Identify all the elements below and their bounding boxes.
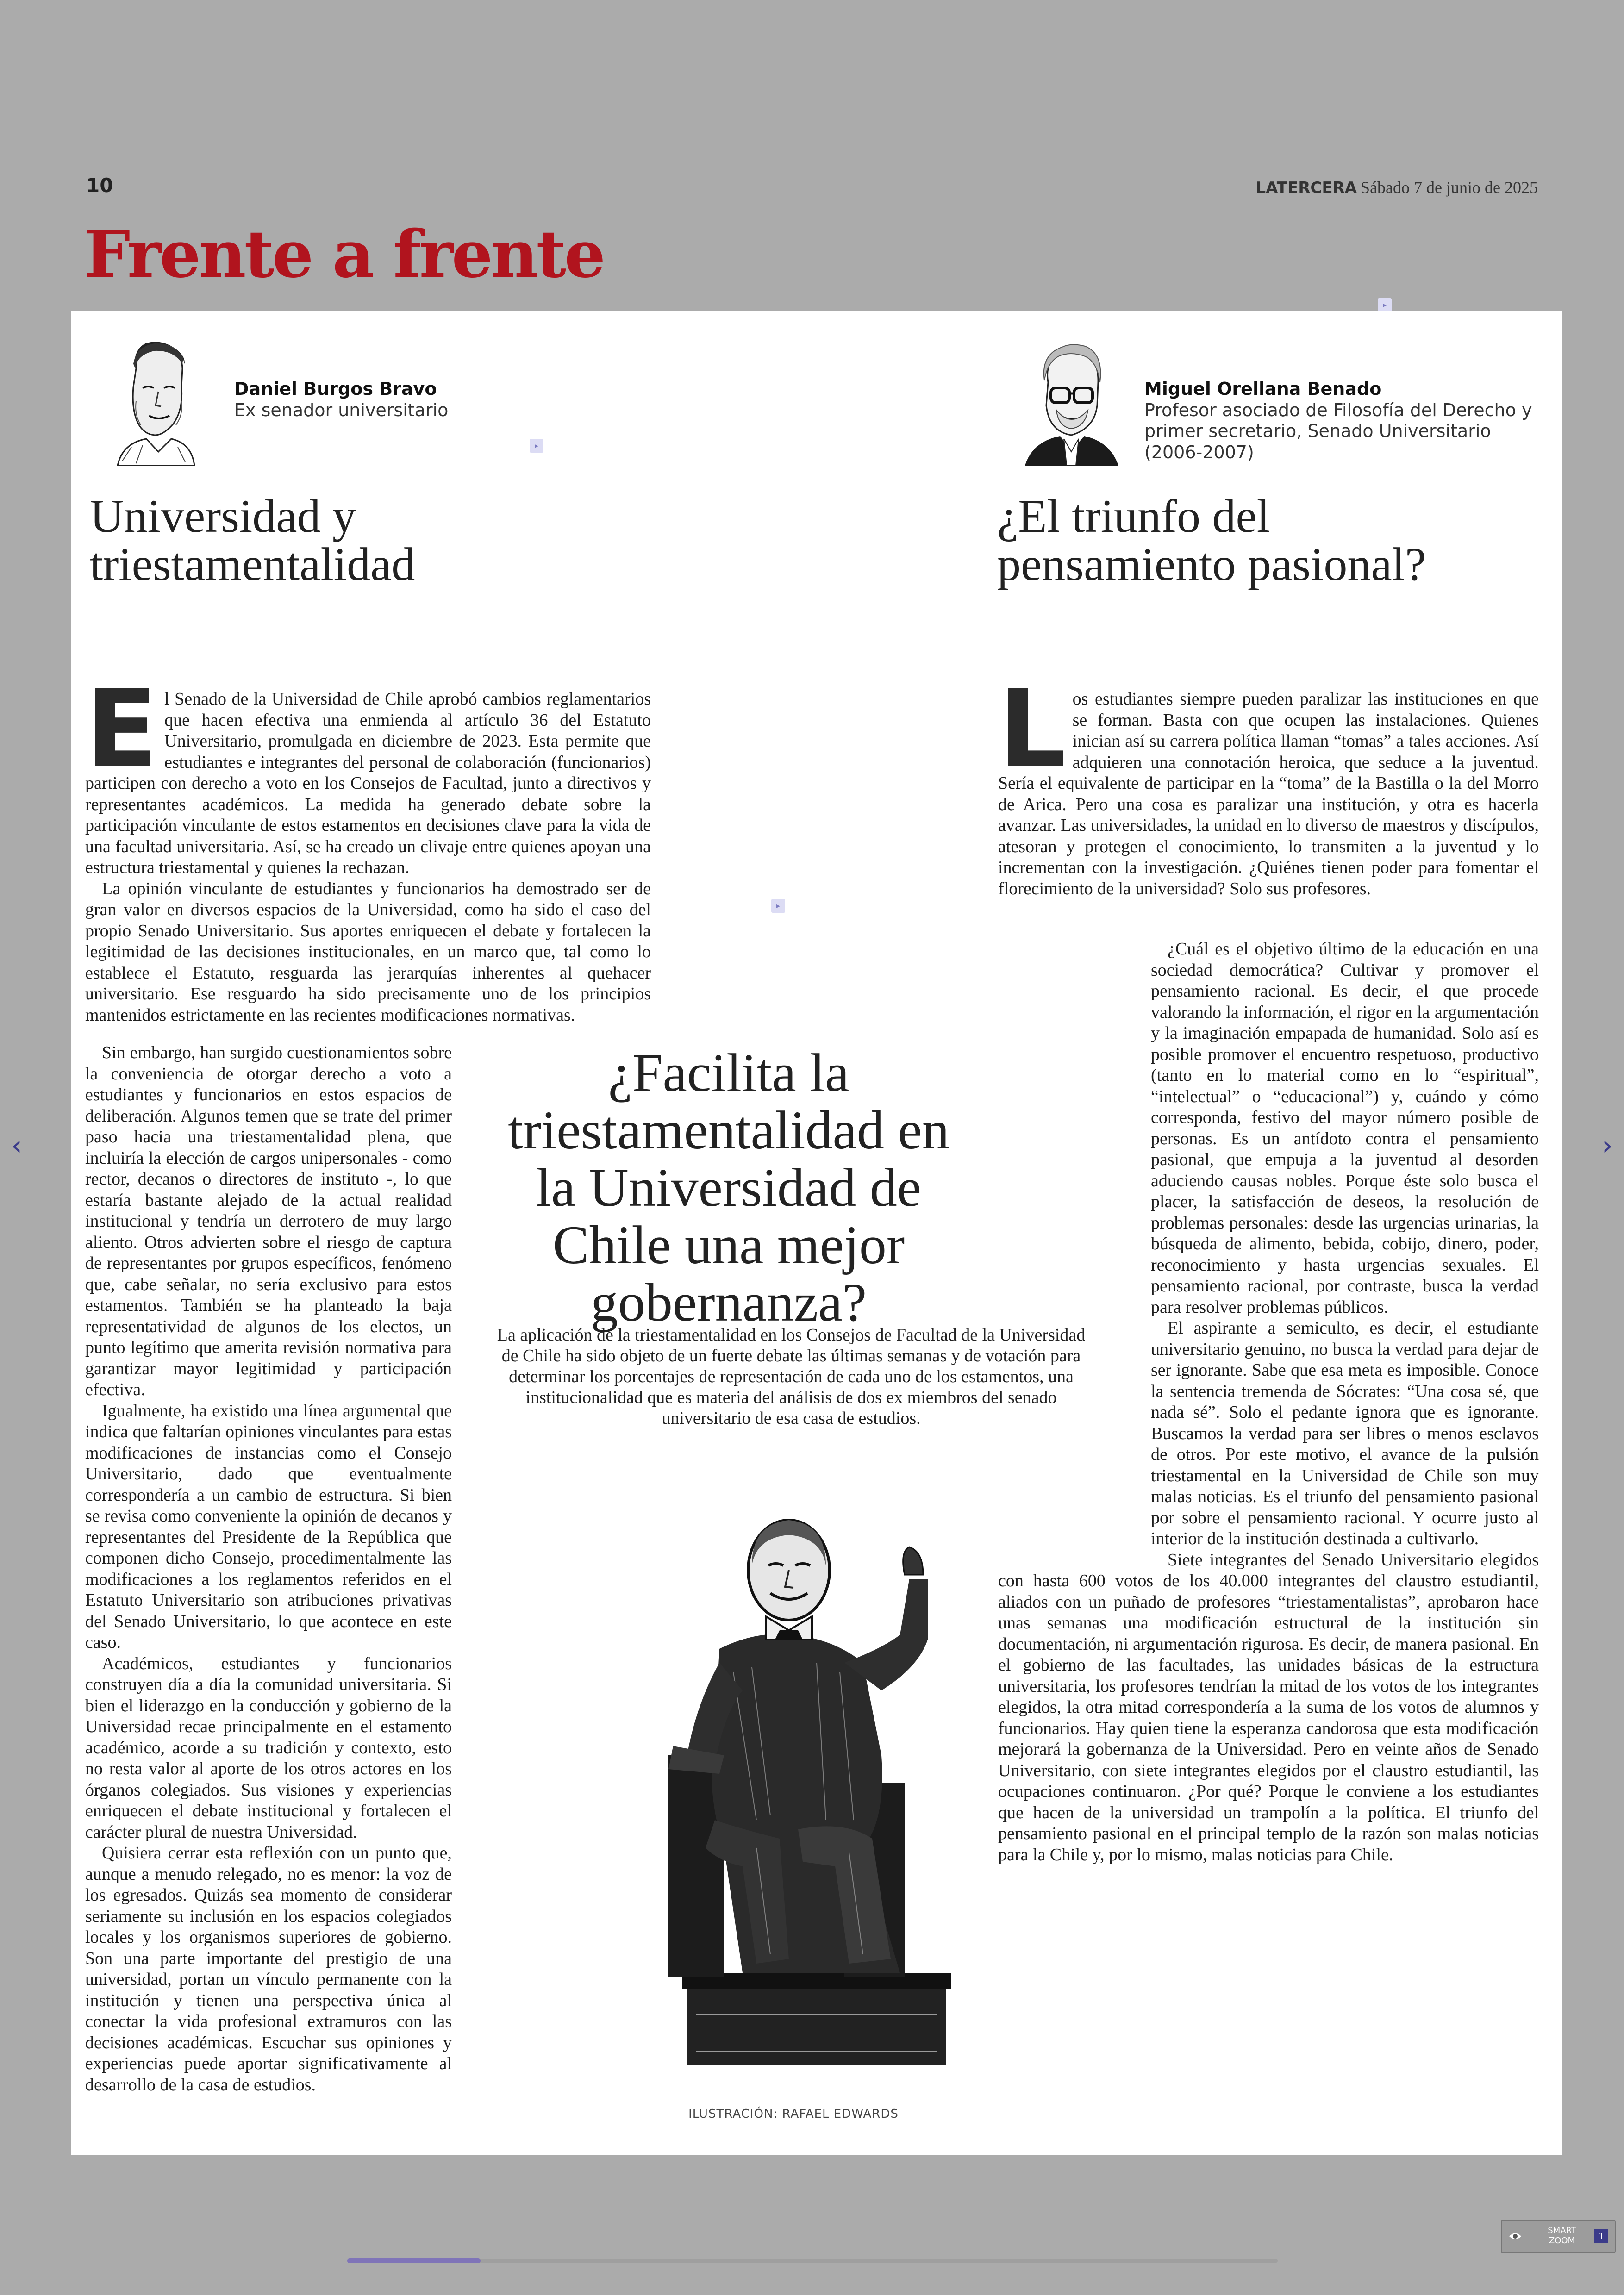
portrait-illustration-right (1016, 336, 1127, 466)
center-lead-text: La aplicación de la triestamentalidad en los Consejos de Facultad de la Universidad de Chile ha sido objeto de un fuerte debate las últimas semanas y de votación para determinar los porcentajes de representación de cada uno de los estamentos, una institucionalidad que es materia del análisis de dos ex miembros del senado universitario de esa casa de estudios. (497, 1325, 1086, 1428)
right-article-title: ¿El triunfo del pensamiento pasional? (997, 490, 1426, 591)
statue-illustration (604, 1496, 983, 2070)
author-name-left: Daniel Burgos Bravo (234, 379, 437, 399)
masthead-brand: LATERCERA (1255, 179, 1357, 197)
author-role-left: Ex senador universitario (234, 399, 449, 420)
page-scrollbar-thumb[interactable] (347, 2258, 481, 2263)
page-marker-icon[interactable]: ▸ (1378, 298, 1392, 312)
dropcap-right: L (998, 667, 1066, 791)
dropcap-left: E (85, 667, 158, 791)
left-article-title: Universidad y triestamentalidad (90, 490, 415, 591)
left-paragraph-6: Quisiera cerrar esta reflexión con un punto que, aunque a menudo relegado, no es menor: la voz de los egresados. Quizás sea momento de considerar seriamente su inclusión en los espacios colegiados locales y los organismos superiores de gobierno. Son una parte importante del prestigio de una universidad, portan un vínculo permanente con la institución y tienen una perspectiva única al conectar la vida profesional extramuros con las decisiones académicas. Escuchar sus opiniones y experiencias puede aportar significativamente al desarrollo de la casa de estudios. (85, 1843, 452, 2095)
illustration-credit: ILUSTRACIÓN: RAFAEL EDWARDS (688, 2107, 899, 2121)
masthead-date: Sábado 7 de junio de 2025 (1361, 178, 1538, 197)
page-marker-icon[interactable]: ▸ (771, 899, 785, 913)
author-name-right: Miguel Orellana Benado (1144, 379, 1382, 399)
smart-zoom-label: SMART (1548, 2226, 1576, 2235)
right-paragraph-2: ¿Cuál es el objetivo último de la educación en una sociedad democrática? Cultivar y promover el pensamiento racional. Es decir, el que procede valorando la información, el rigor en la argumentación y la imaginación empapada de humanidad. Solo así es posible promover el encuentro respetuoso, productivo (tanto en lo material como en lo “espiritual”, “intelectual” o “educacional”) y, cuándo y cómo corresponda, festivo del mayor número posible de personas. Es un antídoto contra el pensamiento pasional, que empuja a la juventud al desorden aduciendo causas nobles. Porque éste solo busca el placer, la satisfacción de deseos, la resolución de problemas personales: desde las urgencias urinarias, la búsqueda de alimento, bebida, cobijo, dinero, poder, reconocimiento y hasta urgencias sexuales. El pensamiento racional, por contraste, busca la verdad para resolver problemas públicos. (998, 939, 1539, 1318)
author-role-right: Profesor asociado de Filosofía del Derecho y primer secretario, Senado Universitario (2006-2007) (1144, 399, 1532, 462)
left-paragraph-3: Sin embargo, han surgido cuestionamientos sobre la conveniencia de otorgar derecho a voto a estudiantes y funcionarios en estos espacios de deliberación. Algunos temen que se trate del primer paso hacia una triestamentalidad plena, que incluiría la elección de cargos unipersonales - como rector, decanos o directores de instituto -, lo que estaría bastante alejado de la actual realidad institucional y tendría un derrotero de muy largo aliento. Otros advierten sobre el riesgo de captura de representantes por grupos específicos, fenómeno que, cabe señalar, no sería exclusivo para estos estamentos. También se ha planteado la baja representatividad de algunos de los electos, un punto legítimo que amerita revisión normativa para garantizar mayor legitimidad y participación efectiva. (85, 1043, 452, 1399)
left-paragraph-5: Académicos, estudiantes y funcionarios construyen día a día la comunidad universitaria. Si bien el liderazgo en la conducción y gobierno de la Universidad recae principalmente en el estamento académico, acorde a su tradición y contexto, esto no resta valor al aporte de los otros actores en los órganos colegiados. Sus visiones y experiencias enriquecen el debate institucional y fortalecen el carácter plural de nuestra Universidad. (85, 1653, 452, 1842)
statue-illustration-art (604, 1496, 983, 2070)
left-article-body-wide (85, 667, 651, 1026)
author-photo-left (104, 336, 196, 466)
page-marker-icon[interactable]: ▸ (530, 439, 543, 453)
right-paragraph-4: Siete integrantes del Senado Universitario elegidos con hasta 600 votos de los 40.000 integrantes del claustro estudiantil, aliados con un puñado de profesores “triestamentalistas”, aprobaron hace unas semanas una modificación estructural de la institución sin documentación, ni argumentación rigurosa. Es decir, de manera pasional. En el gobierno de las facultades, las unidades básicas de la estructura universitaria, los profesores tendrían la mitad de los votos de los integrantes elegidos, la otra mitad correspondería a la suma de los votos de alumnos y funcionarios. Hay quien tiene la esperanza candorosa que esta modificación mejorará la gobernanza de la Universidad. Pero en veinte años de Senado Universitario, con siete integrantes elegidos por el claustro estudiantil, las ocupaciones continuaron. ¿Por qué? Porque le conviene a los estudiantes que hacen de la universidad un trampolín a la política. El triunfo del pensamiento pasional en el principal templo de la razón son malas noticias para la Chile y, por lo mismo, malas noticias para Chile. (998, 1550, 1539, 1865)
left-article-body-narrow (85, 1042, 452, 2095)
right-paragraph-1: Los estudiantes siempre pueden paralizar las instituciones en que se forman. Basta con que ocupen las instalaciones. Quienes inician así su carrera política llaman “tomas” a tales acciones. Así adquieren una connotación heroica, que seduce a la juventud. Sería el equivalente de participar en la “toma” de la Bastilla o la del Morro de Arica. Pero una cosa es paralizar una institución, y otra es hacerla avanzar. Las universidades, la unidad en lo diverso de maestros y discípulos, atesoran y protegen el conocimiento, lo transmiten a la juventud y lo incrementan con la investigación. ¿Quiénes tienen poder para fomentar el florecimiento de la universidad? Solo sus profesores. (998, 667, 1539, 898)
author-photo-right (1016, 336, 1127, 466)
section-title: Frente a frente (84, 217, 604, 293)
text-wrap-spacer (998, 939, 1151, 1568)
portrait-illustration-left (104, 336, 196, 466)
left-paragraph-4: Igualmente, ha existido una línea argumental que indica que faltarían opiniones vinculantes para estas modificaciones de instancias como el Consejo Universitario, dado que eventualmente correspondería a un cambio de estructura. Si bien se revisa como conveniente la opinión de decanos y representantes del Presidente de la República que componen dicho Consejo, procedimentalmente las modificaciones a los reglamentos referidos en el Estatuto Universitario son atribuciones privativas del Senado Universitario, lo que acontece en este caso. (85, 1401, 452, 1652)
left-paragraph-2: La opinión vinculante de estudiantes y funcionarios ha demostrado ser de gran valor en diversos espacios de la Universidad, como ha sido el caso del propio Senado Universitario. Sus aportes enriquecen el debate y fortalecen la legitimidad de las decisiones institucionales, en un marco que, tal como lo establece el Estatuto, resguarda las jerarquías inherentes al quehacer universitario. Ese resguardo ha sido precisamente uno de los principios mantenidos estrictamente en las recientes modificaciones normativas. (85, 879, 651, 1025)
smart-zoom-label: ZOOM (1549, 2236, 1575, 2245)
right-paragraph-3: El aspirante a semiculto, es decir, el estudiante universitario genuino, no busca la verdad para dejar de ser ignorante. Sabe que esa meta es imposible. Conoce la sentencia tremenda de Sócrates: “Una cosa sé, que nada sé”. Solo el pedante ignora que es ignorante. Buscamos la verdad para ser libres o menos esclavos de otros. Por este motivo, el avance de la pulsión triestamental en la Universidad de Chile son muy malas noticias. Es el triunfo del pensamiento pasional por sobre el pensamiento racional. Y ocurre justo al interior de la institución destinada a cultivarlo. (1151, 1318, 1539, 1548)
masthead (1255, 178, 1538, 197)
chevron-right-icon[interactable]: › (1602, 1129, 1613, 1162)
left-paragraph-1: El Senado de la Universidad de Chile aprobó cambios reglamentarios que hacen efectiva una enmienda al artículo 36 del Estatuto Universitario, promulgada en diciembre de 2023. Esta permite que estudiantes e integrantes del personal de colaboración (funcionarios) participen con derecho a voto en los Consejos de Facultad, junto a directivos y representantes académicos. La medida ha generado debate sobre la participación vinculante de estos estamentos en decisiones clave para la vida de una facultad universitaria. Así, se ha creado un clivaje entre quienes apoyan una estructura triestamental y quienes la rechazan. (85, 667, 651, 877)
page-scrollbar-track[interactable] (347, 2259, 1278, 2263)
center-question-title: ¿Facilita la triestamentalidad en la Universidad de Chile una mejor gobernanza? (508, 1042, 949, 1333)
chevron-left-icon[interactable]: ‹ (11, 1129, 22, 1162)
right-article-body-wide (998, 667, 1539, 899)
eye-icon (1508, 2231, 1522, 2241)
page-number: 10 (86, 174, 113, 197)
smart-zoom-button[interactable] (1501, 2220, 1616, 2253)
article-panel (71, 311, 1562, 2155)
smart-zoom-badge: 1 (1594, 2229, 1608, 2243)
right-article-body-narrow (998, 939, 1539, 1865)
